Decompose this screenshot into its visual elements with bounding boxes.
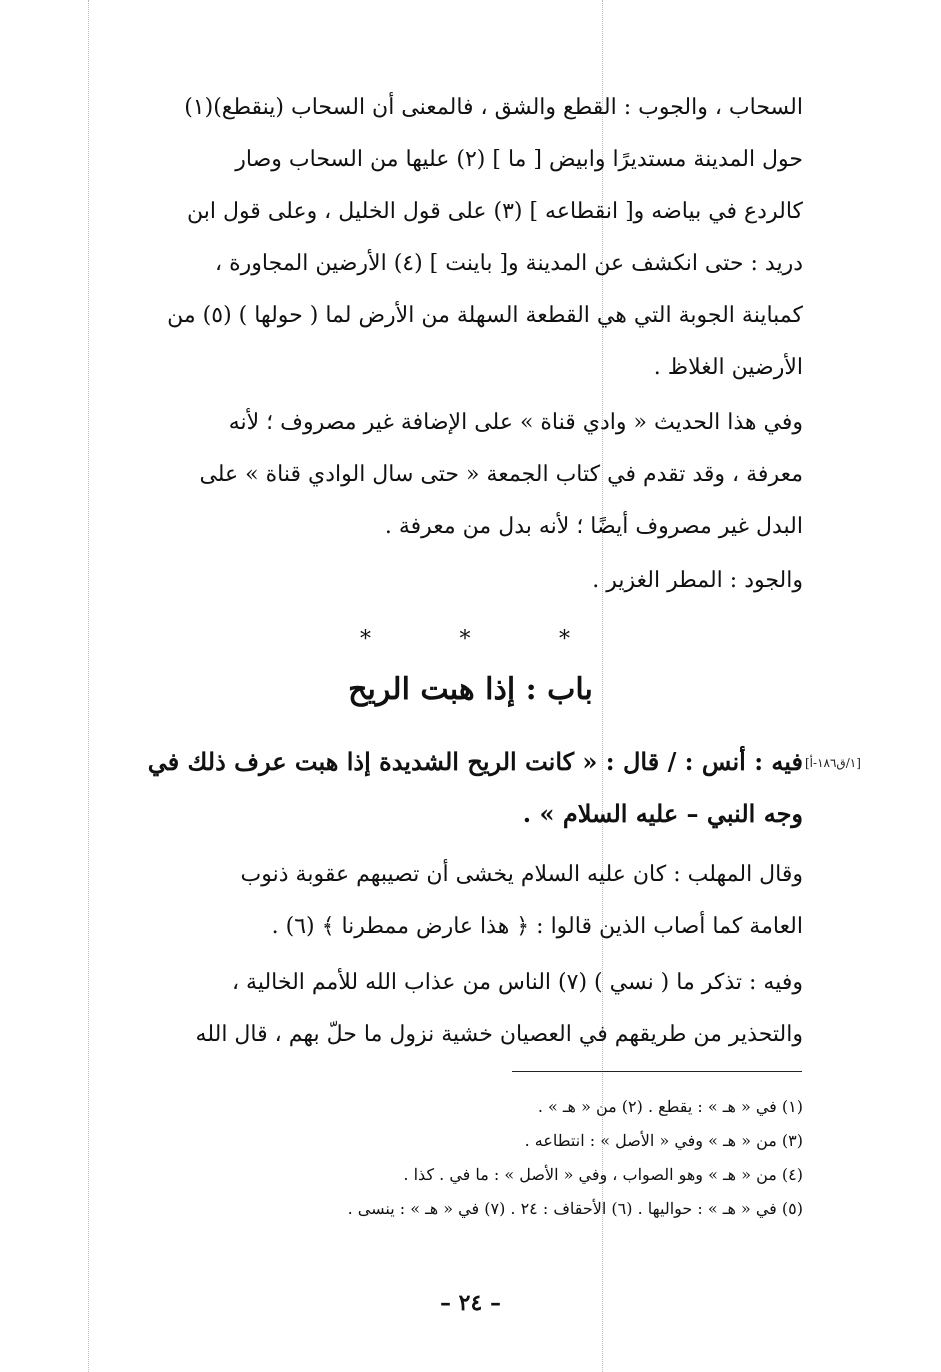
footnote-line: (٥) في « هـ » : حواليها . (٦) الأحقاف : ٢٤ . (٧) في « هـ » : ينسى . [347, 1199, 803, 1218]
hadith-paragraph [123, 736, 803, 840]
footnote-divider [512, 1071, 802, 1072]
text-line: الأرضين الغلاظ . [653, 355, 803, 380]
text-line: البدل غير مصروف أيضًا ؛ لأنه بدل من معرفة . [384, 514, 803, 539]
text-line: كالردع في بياضه و[ انقطاعه ] (٣) على قول الخليل ، وعلى قول ابن [186, 199, 803, 224]
manuscript-folio-note: [١/ق١٨٦-أ] [805, 756, 861, 770]
footnote-line: (٤) من « هـ » وهو الصواب ، وفي « الأصل » : ما في . كذا . [403, 1165, 803, 1184]
text-line: وفي هذا الحديث « وادي قناة » على الإضافة غير مصروف ؛ لأنه [228, 410, 803, 435]
text-line: كمباينة الجوبة التي هي القطعة السهلة من الأرض لما ( حولها ) (٥) من [167, 303, 803, 328]
paragraph-4 [123, 849, 803, 953]
text-line: وفيه : تذكر ما ( نسي ) (٧) الناس من عذاب الله للأمم الخالية ، [231, 970, 803, 995]
chapter-heading: باب : إذا هبت الريح [348, 672, 593, 707]
paragraph-2 [123, 397, 803, 553]
separator-star: * [559, 627, 570, 652]
text-line: وقال المهلب : كان عليه السلام يخشى أن تصيبهم عقوبة ذنوب [240, 862, 803, 887]
paragraph-1 [123, 82, 803, 394]
page-number: – ٢٤ – [440, 1290, 501, 1316]
text-line: حول المدينة مستديرًا وابيض [ ما ] (٢) عليها من السحاب وصار [235, 147, 803, 172]
text-line: العامة كما أصاب الذين قالوا : ﴿ هذا عارض ممطرنا ﴾ (٦) . [271, 914, 803, 939]
footnote-line: (١) في « هـ » : يقطع . (٢) من « هـ » . [537, 1097, 803, 1116]
text-line: السحاب ، والجوب : القطع والشق ، فالمعنى أن السحاب (ينقطع)(١) [184, 95, 803, 120]
text-line: والجود : المطر الغزير . [592, 568, 803, 593]
text-line: معرفة ، وقد تقدم في كتاب الجمعة « حتى سال الوادي قناة » على [199, 462, 803, 487]
paragraph-3 [123, 555, 803, 607]
separator-star: * [360, 627, 371, 652]
text-line: دريد : حتى انكشف عن المدينة و[ باينت ] (٤) الأرضين المجاورة ، [215, 251, 803, 276]
text-line: فيه : أنس : / قال : « كانت الريح الشديدة إذا هبت عرف ذلك في [147, 747, 803, 776]
separator-star: * [459, 627, 471, 652]
footnotes [123, 1090, 803, 1226]
paragraph-5 [123, 957, 803, 1061]
text-line: والتحذير من طريقهم في العصيان خشية نزول ما حلّ بهم ، قال الله [195, 1022, 803, 1047]
footnote-line: (٣) من « هـ » وفي « الأصل » : انتطاعه . [524, 1131, 803, 1150]
text-line: وجه النبي – عليه السلام » . [522, 799, 803, 828]
section-separator [360, 627, 570, 652]
